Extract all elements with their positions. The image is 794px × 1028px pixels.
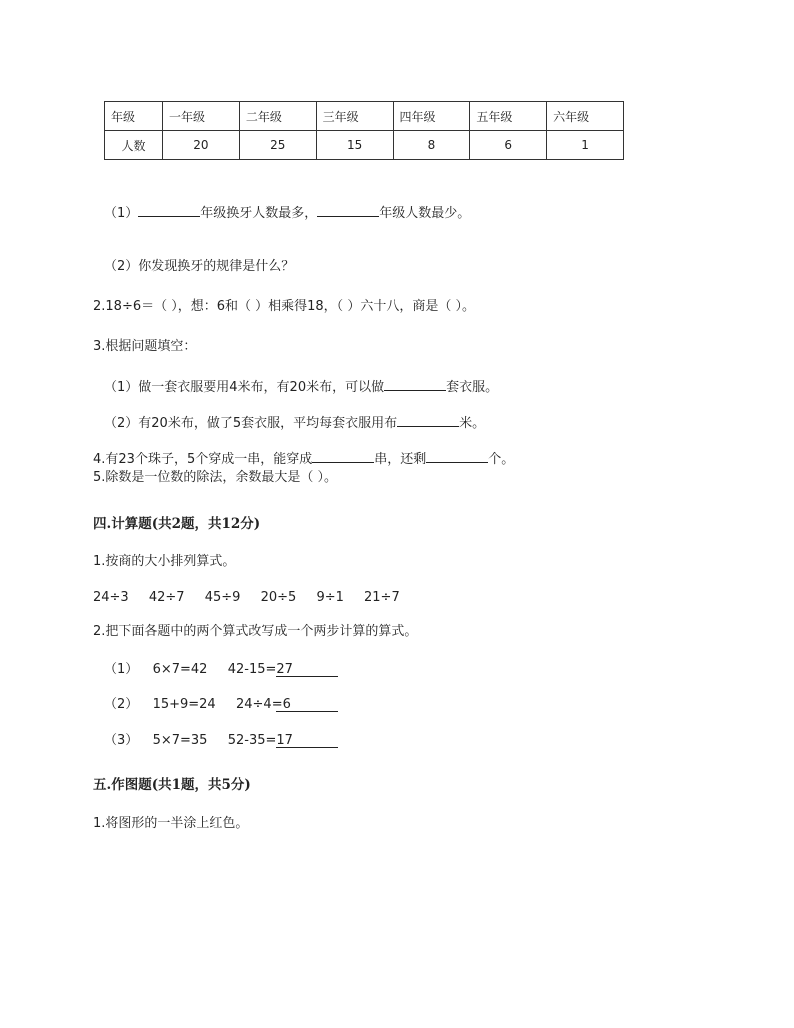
table-cell: 15 (316, 131, 393, 160)
question-text: 套衣服。 (446, 380, 499, 395)
answer-blank[interactable] (276, 676, 338, 677)
item-label: （2） (104, 697, 139, 712)
answer-blank[interactable] (384, 376, 446, 391)
equation: 24÷4=6 (235, 697, 291, 712)
question-text: 4.有23个珠子，5个穿成一串，能穿成 (93, 452, 313, 467)
question-5: 5.除数是一位数的除法，余数最大是（ ）。 (93, 470, 338, 485)
calc-item (104, 696, 291, 714)
table-cell: 年级 (105, 102, 163, 131)
section-4-heading: 四.计算题(共2题，共12分) (93, 516, 261, 532)
question-1-part-2: （2）你发现换牙的规律是什么？ (104, 259, 295, 274)
table-cell: 二年级 (239, 102, 316, 131)
section-5-heading: 五.作图题(共1题，共5分) (93, 777, 251, 793)
answer-blank[interactable] (317, 202, 379, 217)
expression: 24÷3 (93, 590, 129, 605)
calc-item (104, 732, 293, 750)
section-4-question-2: 2.把下面各题中的两个算式改写成一个两步计算的算式。 (93, 624, 418, 639)
expression: 21÷7 (364, 590, 400, 605)
expression: 20÷5 (260, 590, 297, 605)
calc-item (104, 661, 293, 679)
question-text: 串，还剩 (374, 452, 427, 467)
equation: 42-15=27 (227, 662, 293, 677)
question-2: 2.18÷6＝（ ），想：6和（ ）相乘得18，（ ）六十八，商是（ ）。 (93, 299, 475, 314)
answer-blank[interactable] (312, 448, 374, 463)
table-cell: 20 (163, 131, 240, 160)
answer-blank[interactable] (397, 412, 459, 427)
question-text: （1）做一套衣服要用4米布，有20米布，可以做 (104, 380, 385, 395)
expression: 45÷9 (204, 590, 241, 605)
table-header-row (105, 102, 624, 131)
question-text: 个。 (488, 452, 515, 467)
question-text: 年级人数最少。 (379, 206, 471, 221)
question-4 (93, 448, 514, 469)
table-cell: 一年级 (163, 102, 240, 131)
question-3-title: 3.根据问题填空： (93, 339, 197, 354)
question-text: （2）有20米布，做了5套衣服，平均每套衣服用布 (104, 416, 398, 431)
answer-blank[interactable] (138, 202, 200, 217)
expression: 42÷7 (148, 590, 185, 605)
table-cell: 六年级 (547, 102, 624, 131)
expression: 9÷1 (316, 590, 344, 605)
question-text: 米。 (459, 416, 486, 431)
section-4-question-1: 1.按商的大小排列算式。 (93, 554, 236, 569)
table-cell: 人数 (105, 131, 163, 160)
tooth-loss-table (104, 101, 624, 160)
table-cell: 五年级 (470, 102, 547, 131)
question-1-part-1 (104, 202, 470, 223)
equation: 15+9=24 (152, 697, 216, 712)
answer-blank[interactable] (426, 448, 488, 463)
expression-list (93, 589, 416, 607)
table-cell: 25 (239, 131, 316, 160)
answer-blank[interactable] (276, 711, 338, 712)
table-cell: 1 (547, 131, 624, 160)
equation: 52-35=17 (227, 733, 293, 748)
equation: 5×7=35 (152, 733, 208, 748)
table-cell: 三年级 (316, 102, 393, 131)
question-text: 年级换牙人数最多， (200, 206, 318, 221)
answer-blank[interactable] (276, 747, 338, 748)
table-cell: 8 (393, 131, 470, 160)
table-cell: 四年级 (393, 102, 470, 131)
question-3-part-1 (104, 376, 498, 397)
table-value-row (105, 131, 624, 160)
item-label: （1） (104, 662, 139, 677)
section-5-question-1: 1.将图形的一半涂上红色。 (93, 816, 249, 831)
table-cell: 6 (470, 131, 547, 160)
question-text: （1） (104, 206, 139, 221)
equation: 6×7=42 (152, 662, 208, 677)
item-label: （3） (104, 733, 139, 748)
question-3-part-2 (104, 412, 485, 433)
